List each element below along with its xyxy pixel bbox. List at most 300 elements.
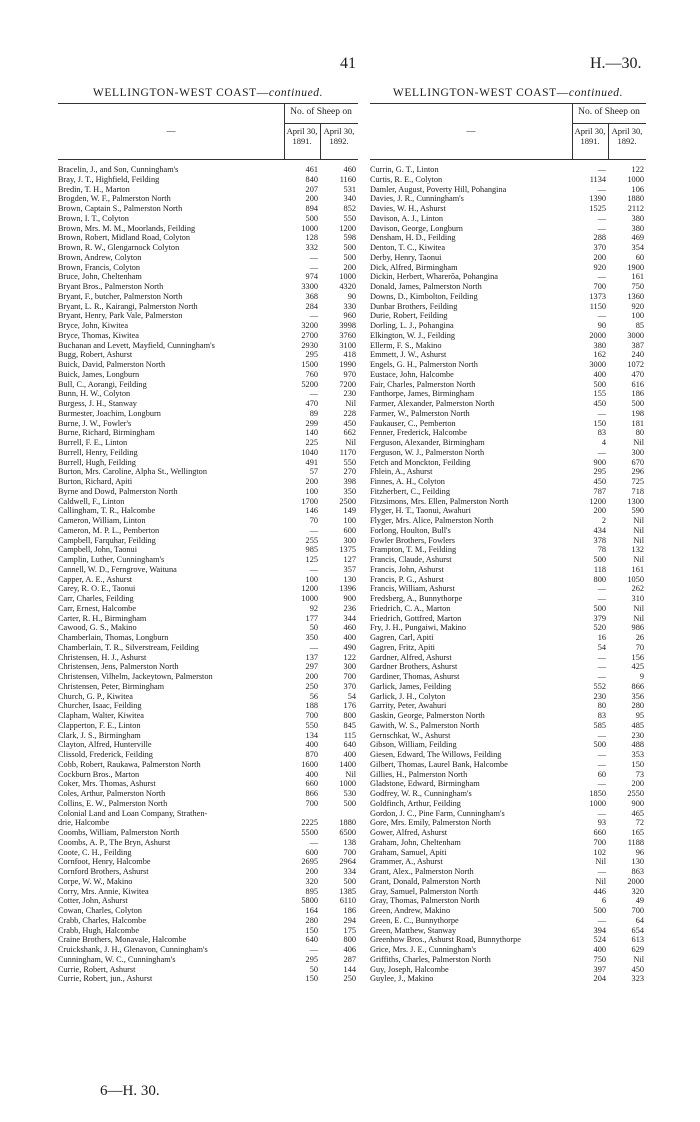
sheep-1891: 379 xyxy=(593,613,606,623)
sheep-1891: 400 xyxy=(593,369,606,379)
table-row xyxy=(370,701,646,711)
owner-name: Gillies, H., Palmerston North xyxy=(370,769,468,779)
sheep-1892: 3100 xyxy=(339,340,356,350)
sheep-1892: 3760 xyxy=(339,330,356,340)
sheep-1892: 465 xyxy=(631,808,644,818)
owner-name: Burrell, Hugh, Feilding xyxy=(58,457,136,467)
table-row xyxy=(58,506,358,516)
sheep-1891: — xyxy=(597,184,606,194)
owner-name: Dick, Alfred, Birmingham xyxy=(370,262,458,272)
sheep-1892: 488 xyxy=(631,740,644,750)
owner-name: Derby, Henry, Taonui xyxy=(370,252,442,262)
sheep-1891: Nil xyxy=(595,857,606,867)
divider xyxy=(284,123,358,124)
table-row xyxy=(370,916,646,926)
sheep-1891: 2000 xyxy=(589,330,606,340)
sheep-1891: 550 xyxy=(305,720,318,730)
sheep-1891: 146 xyxy=(305,506,318,516)
sheep-1891: 200 xyxy=(305,867,318,876)
table-row xyxy=(370,448,646,458)
table-row xyxy=(58,321,358,331)
sheep-1892: 1375 xyxy=(339,545,356,555)
owner-name: Gore, Mrs. Emily, Palmerston North xyxy=(370,818,491,828)
table-row xyxy=(370,214,646,224)
owner-name: Farmer, Alexander, Palmerston North xyxy=(370,399,495,408)
sheep-1892: 530 xyxy=(343,789,356,798)
owner-name: Carter, R. H., Birmingham xyxy=(58,613,147,623)
table-row xyxy=(58,448,358,458)
date-line: 1892. xyxy=(329,135,349,146)
owner-name: Cruickshank, J. H., Glenavon, Cunningham's xyxy=(58,945,208,954)
sheep-1891: 320 xyxy=(305,876,318,886)
sheep-1892: 500 xyxy=(343,243,356,252)
owner-name: Clark, J. S., Birmingham xyxy=(58,730,141,740)
sheep-1892: 470 xyxy=(631,369,644,379)
table-row xyxy=(58,731,358,741)
sheep-1891: 70 xyxy=(309,516,318,525)
sheep-1892: Nil xyxy=(633,603,644,613)
table-row xyxy=(58,555,358,565)
sheep-1891: — xyxy=(597,165,606,174)
sheep-1892: 450 xyxy=(343,418,356,428)
sheep-1891: 2930 xyxy=(301,340,318,350)
owner-name: Francis, P. G., Ashurst xyxy=(370,574,444,584)
table-row xyxy=(370,809,646,819)
sheep-1892: 9 xyxy=(639,672,644,681)
sheep-1891: 295 xyxy=(593,467,606,477)
sheep-1891: — xyxy=(309,389,318,399)
sheep-1892: 230 xyxy=(343,389,356,399)
sheep-1892: 662 xyxy=(343,428,356,438)
sheep-1891: — xyxy=(309,837,318,847)
table-row xyxy=(370,341,646,351)
sheep-1892: 1160 xyxy=(339,174,356,184)
owner-name: Bryant, F., butcher, Palmerston North xyxy=(58,291,183,301)
sheep-1891: 3300 xyxy=(301,282,318,291)
owner-name: Bracelin, J., and Son, Cunningham's xyxy=(58,165,179,174)
table-row xyxy=(370,584,646,594)
owner-name: Camplin, Luther, Cunningham's xyxy=(58,555,165,564)
owner-name: Gilbert, Thomas, Laurel Bank, Halcombe xyxy=(370,759,508,769)
sheep-1891: 900 xyxy=(593,457,606,467)
sheep-1891: — xyxy=(309,564,318,574)
table-row xyxy=(58,165,358,175)
name-col-dash: — xyxy=(466,126,476,136)
owner-name: Giesen, Edward, The Willows, Feilding xyxy=(370,750,502,759)
sheep-1891: 787 xyxy=(593,486,606,496)
table-row xyxy=(58,828,358,838)
table-row xyxy=(370,185,646,195)
owner-name: Gardner, Alfred, Ashurst xyxy=(370,652,452,662)
sheep-1891: 150 xyxy=(593,418,606,428)
sheep-1891: 974 xyxy=(305,272,318,282)
sheep-1892: 310 xyxy=(631,594,644,603)
sheep-1892: 1385 xyxy=(339,886,356,896)
owner-name: Griffiths, Charles, Palmerston North xyxy=(370,954,491,964)
owner-name: Carey, R. O. E., Taonui xyxy=(58,584,136,594)
sheep-1891: 895 xyxy=(305,886,318,896)
sheep-1891: 894 xyxy=(305,204,318,213)
table-row xyxy=(370,487,646,497)
sheep-1891: 378 xyxy=(593,535,606,545)
table-row xyxy=(370,857,646,867)
owner-name: Gladstone, Edward, Birmingham xyxy=(370,779,480,789)
owner-name: Bunn, H. W., Colyton xyxy=(58,389,131,399)
owner-name: Dunbar Brothers, Feilding xyxy=(370,301,458,311)
sheep-1891: 56 xyxy=(309,691,318,701)
owner-name: Brown, R. W., Glengarnock Colyton xyxy=(58,243,180,252)
table-row xyxy=(370,204,646,214)
owner-name: Campbell, Farquhar, Feilding xyxy=(58,535,156,545)
sheep-1891: 150 xyxy=(305,925,318,935)
table-row xyxy=(370,506,646,516)
table-row xyxy=(58,399,358,409)
sheep-1891: 446 xyxy=(593,886,606,896)
owner-name: Davies, W. H., Ashurst xyxy=(370,204,446,213)
sheep-1891: 5200 xyxy=(301,379,318,389)
sheep-1891: 660 xyxy=(593,828,606,837)
sheep-1892: 718 xyxy=(631,486,644,496)
table-row xyxy=(58,360,358,370)
table-row xyxy=(58,653,358,663)
sheep-1892: 122 xyxy=(631,165,644,174)
owner-name: Fitzherbert, C., Feilding xyxy=(370,486,450,496)
sheep-1891: 5800 xyxy=(301,896,318,906)
owner-name: Gaskin, George, Palmerston North xyxy=(370,711,485,720)
table-row xyxy=(370,477,646,487)
table-row xyxy=(58,906,358,916)
sheep-1892: 60 xyxy=(635,252,644,262)
table-row xyxy=(370,302,646,312)
owner-name: Currin, G. T., Linton xyxy=(370,165,439,174)
sheep-1892: 700 xyxy=(343,672,356,681)
table-row xyxy=(58,302,358,312)
sheep-1891: 1000 xyxy=(589,798,606,808)
owner-name: Greenhow Bros., Ashurst Road, Bunnythorpe xyxy=(370,935,521,945)
sheep-1891: 200 xyxy=(593,506,606,516)
sheep-1892: 460 xyxy=(343,165,356,174)
sheep-1891: — xyxy=(597,223,606,233)
sheep-1892: 250 xyxy=(343,974,356,984)
owner-name: Friedrich, Gottfred, Marton xyxy=(370,613,462,623)
sheep-1892: 122 xyxy=(343,652,356,662)
table-row xyxy=(58,935,358,945)
sheep-1892: 654 xyxy=(631,925,644,935)
sheep-1892: 460 xyxy=(343,623,356,633)
sheep-1891: 332 xyxy=(305,243,318,252)
table-row xyxy=(370,614,646,624)
owner-name: Burrell, F. E., Linton xyxy=(58,438,128,447)
table-row xyxy=(370,350,646,360)
owner-name: Chamberlain, Thomas, Longburn xyxy=(58,633,169,642)
owner-name: Grant, Donald, Palmerston North xyxy=(370,876,481,886)
sheep-1892: 106 xyxy=(631,184,644,194)
sheep-1891: 177 xyxy=(305,613,318,623)
table-row xyxy=(370,896,646,906)
table-row xyxy=(370,165,646,175)
sheep-1891: 89 xyxy=(309,408,318,418)
sheep-1892: 670 xyxy=(631,457,644,467)
sheep-1892: 300 xyxy=(631,447,644,457)
table-row xyxy=(58,945,358,955)
sheep-1891: — xyxy=(309,525,318,535)
sheep-1892: 161 xyxy=(631,564,644,574)
owner-name: Brown, Mrs. M. M., Moorlands, Feilding xyxy=(58,223,196,233)
left-column-title xyxy=(58,86,358,103)
table-row xyxy=(370,604,646,614)
table-row xyxy=(58,721,358,731)
sheep-header: No. of Sheep on xyxy=(578,107,640,117)
sheep-1892: 64 xyxy=(635,915,644,925)
sheep-1891: 100 xyxy=(305,574,318,584)
owner-name: Churcher, Isaac, Feilding xyxy=(58,701,142,711)
table-row xyxy=(58,565,358,575)
table-row xyxy=(370,935,646,945)
table-row xyxy=(58,438,358,448)
sheep-1891: 368 xyxy=(305,291,318,301)
table-row xyxy=(58,575,358,585)
table-row xyxy=(58,916,358,926)
table-row xyxy=(370,789,646,799)
sheep-1892: 852 xyxy=(343,204,356,213)
sheep-1892: 600 xyxy=(343,525,356,535)
sheep-1892: 1360 xyxy=(627,291,644,301)
owner-name: Fry, J. H., Pungaiwi, Makino xyxy=(370,623,467,633)
sheep-1892: 986 xyxy=(631,623,644,633)
sheep-1891: 250 xyxy=(305,681,318,691)
owner-name: Grice, Mrs. J. E., Cunningham's xyxy=(370,945,477,954)
owner-name: Gray, Thomas, Palmerston North xyxy=(370,896,480,906)
table-row xyxy=(370,516,646,526)
sheep-1891: 394 xyxy=(593,925,606,935)
sheep-1892: 334 xyxy=(343,867,356,876)
table-row xyxy=(58,428,358,438)
table-row xyxy=(370,243,646,253)
sheep-1891: 1000 xyxy=(301,223,318,233)
owner-name: Clapperton, F. E., Linton xyxy=(58,720,141,730)
table-row xyxy=(370,253,646,263)
sheep-1892: Nil xyxy=(345,769,356,779)
owner-name: Fanthorpe, James, Birmingham xyxy=(370,389,475,399)
table-row xyxy=(370,867,646,877)
owner-name: Fitzsimons, Mrs. Ellen, Palmerston North xyxy=(370,496,509,506)
sheep-1891: — xyxy=(597,750,606,759)
sheep-1891: 1373 xyxy=(589,291,606,301)
table-row xyxy=(370,370,646,380)
table-row xyxy=(370,526,646,536)
owner-name: Buchanan and Levett, Mayfield, Cunningham's xyxy=(58,340,215,350)
sheep-1892: 323 xyxy=(631,974,644,984)
sheep-1892: 6110 xyxy=(339,896,356,906)
sheep-1892: 2500 xyxy=(339,496,356,506)
owner-name: Cannell, W. D., Ferngrove, Waituna xyxy=(58,564,177,574)
table-row xyxy=(58,331,358,341)
table-row xyxy=(370,770,646,780)
owner-name: Burton, Richard, Apiti xyxy=(58,477,133,486)
owner-name: Christensen, Vilhelm, Jackeytown, Palmerston xyxy=(58,672,213,681)
right-table-body xyxy=(370,165,646,984)
sheep-1892: 85 xyxy=(635,321,644,330)
sheep-1891: 200 xyxy=(305,672,318,681)
owner-name: Byrne and Dowd, Palmerston North xyxy=(58,486,178,496)
date-1892-header xyxy=(320,127,358,146)
sheep-1892: 95 xyxy=(635,711,644,720)
sheep-1892: 280 xyxy=(631,701,644,711)
sheep-1891: 470 xyxy=(305,399,318,408)
owner-name: Bruce, John, Cheltenham xyxy=(58,272,142,282)
owner-name: Fhlein, A., Ashurst xyxy=(370,467,433,477)
sheep-1892: 175 xyxy=(343,925,356,935)
sheep-1892: 387 xyxy=(631,340,644,350)
sheep-1891: 92 xyxy=(309,603,318,613)
table-row xyxy=(58,877,358,887)
sheep-1891: — xyxy=(597,672,606,681)
owner-name: Brogden, W. F., Palmerston North xyxy=(58,194,171,204)
sheep-1891: 1700 xyxy=(301,496,318,506)
sheep-1891: 230 xyxy=(593,691,606,701)
date-1891-header xyxy=(284,127,320,146)
date-1892-header xyxy=(608,127,646,146)
date-line: April 30, xyxy=(286,126,318,136)
sheep-1891: 54 xyxy=(597,642,606,652)
table-row xyxy=(370,467,646,477)
sheep-1891: 600 xyxy=(305,847,318,857)
sheep-1892: 350 xyxy=(343,486,356,496)
sheep-1891: 50 xyxy=(309,623,318,633)
sheep-1891: Nil xyxy=(595,876,606,886)
table-row xyxy=(58,370,358,380)
owner-name: Coker, Mrs. Thomas, Ashurst xyxy=(58,779,156,789)
sheep-1891: — xyxy=(597,915,606,925)
sheep-1892: 380 xyxy=(631,223,644,233)
owner-name: Elkington, W. J., Feilding xyxy=(370,330,456,340)
owner-name: Burton, Mrs. Caroline, Alpha St., Wellington xyxy=(58,467,207,477)
sheep-1892: Nil xyxy=(633,555,644,564)
sheep-1892: 198 xyxy=(631,408,644,418)
table-row xyxy=(370,633,646,643)
owner-name: Guylee, J., Makino xyxy=(370,974,434,984)
owner-name: Eustace, John, Halcombe xyxy=(370,369,454,379)
sheep-1891: 700 xyxy=(305,798,318,808)
sheep-1892: 900 xyxy=(343,594,356,603)
sheep-1891: 80 xyxy=(597,701,606,711)
table-row xyxy=(58,341,358,351)
owner-name: Campbell, John, Taonui xyxy=(58,545,138,555)
sheep-1891: — xyxy=(597,272,606,282)
sheep-1892: 132 xyxy=(631,545,644,555)
sheep-1892: 1300 xyxy=(627,496,644,506)
sheep-1891: 1040 xyxy=(301,447,318,457)
owner-name: Corry, Mrs. Annie, Kiwitea xyxy=(58,886,149,896)
table-row xyxy=(58,409,358,419)
sheep-1891: 2 xyxy=(601,516,606,525)
owner-name: Colonial Land and Loan Company, Strathen- xyxy=(58,808,208,818)
sheep-1892: 1050 xyxy=(627,574,644,584)
sheep-1891: — xyxy=(597,759,606,769)
owner-name: Burne, Richard, Birmingham xyxy=(58,428,155,438)
continued-label: continued. xyxy=(268,87,324,99)
sheep-1891: 1390 xyxy=(589,194,606,204)
owner-name: Bull, C., Aorangi, Feilding xyxy=(58,379,147,389)
owner-name: Fenner, Frederick, Halcombe xyxy=(370,428,467,438)
table-row xyxy=(58,682,358,692)
date-1891-header xyxy=(572,127,608,146)
table-row xyxy=(58,692,358,702)
sheep-1891: 500 xyxy=(593,603,606,613)
sheep-1892: 629 xyxy=(631,945,644,954)
sheep-1891: — xyxy=(597,652,606,662)
owner-name: drie, Halcombe xyxy=(58,818,110,828)
owner-name: Bredin, T. H., Marton xyxy=(58,184,130,194)
sheep-1892: 356 xyxy=(631,691,644,701)
table-row xyxy=(370,555,646,565)
sheep-1891: — xyxy=(597,594,606,603)
sheep-1891: 491 xyxy=(305,457,318,467)
sheep-1891: 400 xyxy=(593,945,606,954)
owner-name: Gardner Brothers, Ashurst xyxy=(370,662,458,672)
sheep-1891: 380 xyxy=(593,340,606,350)
sheep-1892: 230 xyxy=(631,730,644,740)
sheep-1892: 270 xyxy=(343,467,356,477)
sheep-1892: 49 xyxy=(635,896,644,906)
table-row xyxy=(58,487,358,497)
table-row xyxy=(370,389,646,399)
sheep-1892: 970 xyxy=(343,369,356,379)
table-row xyxy=(370,828,646,838)
table-row xyxy=(58,477,358,487)
owner-name: Brown, Robert, Midland Road, Colyton xyxy=(58,233,191,243)
sheep-1891: 295 xyxy=(305,350,318,360)
table-row xyxy=(58,623,358,633)
sheep-1891: — xyxy=(309,642,318,652)
table-row xyxy=(370,740,646,750)
sheep-1892: 400 xyxy=(343,750,356,759)
sheep-1891: 200 xyxy=(305,194,318,204)
sheep-1891: 200 xyxy=(305,477,318,486)
owner-name: Grammer, A., Ashurst xyxy=(370,857,443,867)
table-row xyxy=(58,633,358,643)
sheep-1892: 130 xyxy=(343,574,356,584)
owner-name: Francis, Claude, Ashurst xyxy=(370,555,452,564)
sheep-1892: 262 xyxy=(631,584,644,594)
owner-name: Currie, Robert, Ashurst xyxy=(58,964,136,974)
table-row xyxy=(370,653,646,663)
owner-name: Christensen, H. J., Ashurst xyxy=(58,652,147,662)
table-row xyxy=(370,623,646,633)
sheep-1891: 500 xyxy=(593,740,606,750)
sheep-1892: 73 xyxy=(635,769,644,779)
sheep-1891: 370 xyxy=(593,243,606,252)
sheep-1892: 138 xyxy=(343,837,356,847)
owner-name: Ellerm, F. S., Makino xyxy=(370,340,442,350)
sheep-1892: 300 xyxy=(343,662,356,672)
sheep-1891: 700 xyxy=(305,711,318,720)
sheep-1891: 800 xyxy=(593,574,606,584)
sheep-1891: 125 xyxy=(305,555,318,564)
sheep-1892: 176 xyxy=(343,701,356,711)
table-row xyxy=(370,721,646,731)
sheep-1892: 590 xyxy=(631,506,644,516)
table-row xyxy=(58,965,358,975)
table-row xyxy=(370,175,646,185)
sheep-1892: 228 xyxy=(343,408,356,418)
table-row xyxy=(370,877,646,887)
sheep-1891: — xyxy=(597,584,606,594)
name-col-dash: — xyxy=(166,126,176,136)
owner-name: Garlick, J. H., Colyton xyxy=(370,691,446,701)
owner-name: Brown, Andrew, Colyton xyxy=(58,252,142,262)
sheep-1892: Nil xyxy=(345,438,356,447)
